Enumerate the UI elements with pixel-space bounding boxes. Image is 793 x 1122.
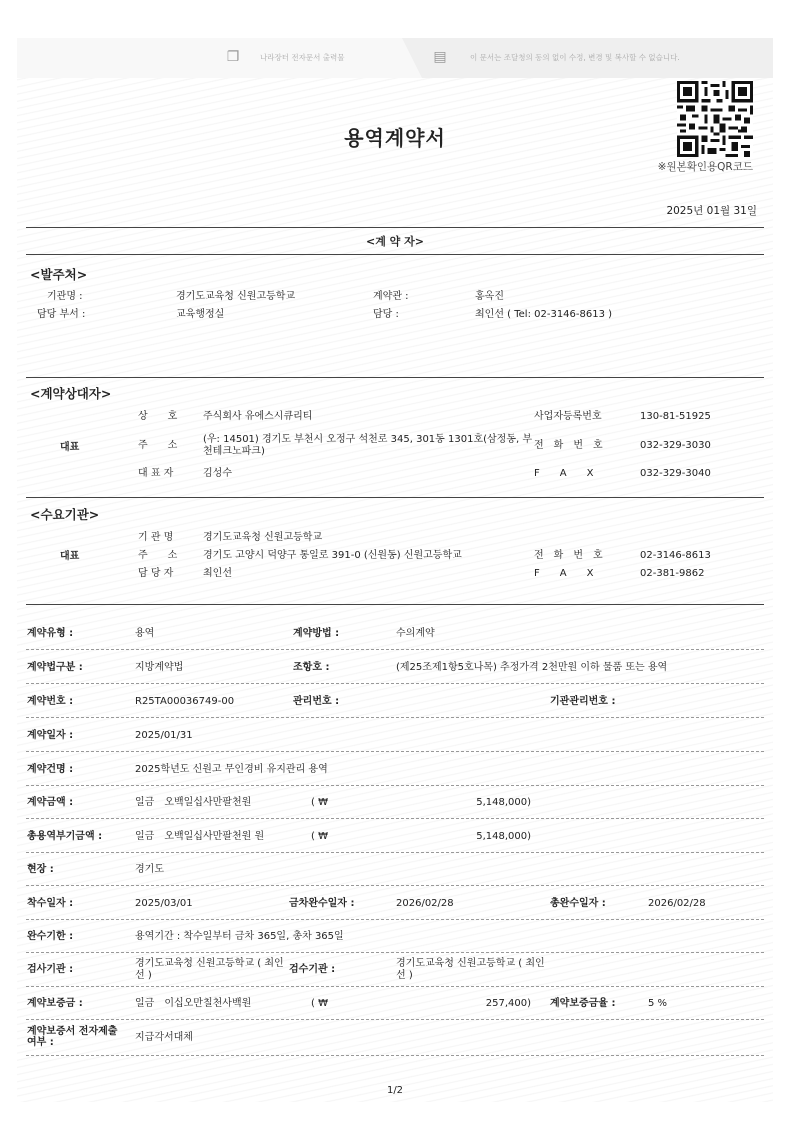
won-open: ( ₩ [311, 998, 328, 1009]
document-title: 용역계약서 [344, 126, 446, 150]
period: 용역기간 : 착수일부터 금차 365일, 총차 365일 [135, 931, 344, 942]
client-officer: 홍옥진 [475, 291, 504, 302]
this-end-date-label: 금차완수일자 : [289, 898, 355, 909]
contract-amount: 5,148,000) [476, 797, 531, 808]
row-divider [26, 683, 764, 684]
contractor-bizno: 130-81-51925 [640, 411, 711, 422]
contract-type-label: 계약유형 : [27, 628, 74, 639]
row-divider [26, 852, 764, 853]
guarantee-label: 계약보증금 : [27, 998, 83, 1009]
demand-manager-label: 담 당 자 [138, 568, 174, 579]
banner-right-text: 이 문서는 조달청의 동의 없이 수정, 변경 및 복사할 수 없습니다. [470, 53, 680, 62]
row-divider [26, 919, 764, 920]
row-divider [26, 785, 764, 786]
divider [26, 497, 764, 498]
divider [26, 604, 764, 605]
demand-fax: 02-381-9862 [640, 568, 705, 579]
contractor-name: 주식회사 유에스시큐리티 [203, 411, 313, 422]
guarantee-submit: 지급각서대체 [135, 1032, 193, 1043]
contractor-tel-label: 전 화 번 호 [534, 440, 603, 451]
row-divider [26, 1055, 764, 1056]
start-date: 2025/03/01 [135, 898, 193, 909]
demand-tel: 02-3146-8613 [640, 550, 711, 561]
divider [26, 227, 764, 228]
total-end-date-label: 총완수일자 : [550, 898, 606, 909]
contract-date-value: 2025/01/31 [135, 730, 193, 741]
contract-name: 2025학년도 신원고 무인경비 유지관리 용역 [135, 764, 328, 775]
client-dept-label: 담당 부서 : [37, 309, 86, 320]
contractor-ceo: 김성수 [203, 468, 232, 479]
contractor-bizno-label: 사업자등록번호 [534, 411, 602, 422]
contractor-address: (우: 14501) 경기도 부천시 오정구 석천로 345, 301동 1301호(삼정동, 부천테크노파크) [203, 434, 533, 457]
contract-method-label: 계약방법 : [293, 628, 340, 639]
client-heading: <발주처> [30, 267, 88, 282]
row-divider [26, 717, 764, 718]
contract-date: 2025년 01월 31일 [666, 205, 757, 217]
inspection-agency: 경기도교육청 신원고등학교 ( 최인선 ) [135, 958, 284, 981]
demand-manager: 최인선 [203, 568, 232, 579]
demand-address: 경기도 고양시 덕양구 통일로 391-0 (신원동) 신원고등학교 [203, 550, 462, 561]
guarantee-rate: 5 % [648, 998, 668, 1009]
agency-management-number-label: 기관관리번호 : [550, 696, 616, 707]
demand-fax-label: F A X [534, 568, 594, 579]
contract-number-label: 계약번호 : [27, 696, 74, 707]
client-dept: 교육행정실 [176, 309, 225, 320]
client-manager-label: 담당 : [373, 309, 399, 320]
inspection-agency-label: 검사기관 : [27, 964, 74, 975]
demand-rep-label: 대표 [60, 551, 80, 562]
qr-code [677, 81, 753, 157]
contract-page [17, 38, 773, 1102]
row-divider [26, 818, 764, 819]
row-divider [26, 1019, 764, 1020]
contractor-tel: 032-329-3030 [640, 440, 711, 451]
row-divider [26, 649, 764, 650]
qr-caption: ※원본확인용QR코드 [657, 161, 753, 173]
demand-tel-label: 전 화 번 호 [534, 550, 603, 561]
contract-number: R25TA00036749-00 [135, 696, 235, 707]
client-officer-label: 계약관 : [373, 291, 409, 302]
contract-amount-words: 일금 오백일십사만팔천원 [135, 797, 252, 808]
printer-icon: ▤ [433, 49, 447, 65]
clause-label: 조항호 : [293, 662, 330, 673]
guarantee-rate-label: 계약보증금율 : [550, 998, 616, 1009]
row-divider [26, 952, 764, 953]
contractor-fax: 032-329-3040 [640, 468, 711, 479]
contract-date-label: 계약일자 : [27, 730, 74, 741]
guarantee-words: 일금 이십오만칠천사백원 [135, 998, 252, 1009]
row-divider [26, 751, 764, 752]
documents-icon: ❐ [226, 49, 240, 65]
contractor-ceo-label: 대 표 자 [138, 468, 174, 479]
site: 경기도 [135, 864, 164, 875]
parties-heading: <계 약 자> [366, 235, 424, 248]
row-divider [26, 885, 764, 886]
banner-left-text: 나라장터 전자문서 출력물 [260, 53, 345, 62]
contract-name-label: 계약건명 : [27, 764, 74, 775]
contract-amount-label: 계약금액 : [27, 797, 74, 808]
print-banner [17, 38, 773, 78]
law-label: 계약법구분 : [27, 662, 83, 673]
law: 지방계약법 [135, 662, 184, 673]
vat-amount: 5,148,000) [476, 831, 531, 842]
page-number: 1/2 [386, 1085, 404, 1096]
contract-type: 용역 [135, 628, 155, 639]
acceptance-agency: 경기도교육청 신원고등학교 ( 최인선 ) [396, 958, 545, 981]
start-date-label: 착수일자 : [27, 898, 74, 909]
demand-heading: <수요기관> [30, 507, 100, 522]
management-number-label: 관리번호 : [293, 696, 340, 707]
acceptance-agency-label: 검수기관 : [289, 964, 336, 975]
client-agency-label: 기관명 : [47, 291, 83, 302]
contractor-address-label: 주 소 [138, 440, 178, 451]
demand-agency: 경기도교육청 신원고등학교 [203, 532, 323, 543]
site-label: 현장 : [27, 864, 54, 875]
guarantee-submit-label: 계약보증서 전자제출여부 : [27, 1026, 118, 1048]
period-label: 완수기한 : [27, 931, 74, 942]
contractor-fax-label: F A X [534, 468, 594, 479]
client-agency: 경기도교육청 신원고등학교 [176, 291, 296, 302]
vat-amount-label: 총용역부기금액 : [27, 831, 103, 842]
divider [26, 254, 764, 255]
total-end-date: 2026/02/28 [648, 898, 706, 909]
clause: (제25조제1항5호나목) 추정가격 2천만원 이하 물품 또는 용역 [396, 662, 668, 673]
contractor-heading: <계약상대자> [30, 386, 112, 401]
contractor-name-label: 상 호 [138, 411, 178, 422]
won-open: ( ₩ [311, 797, 328, 808]
contract-method: 수의계약 [396, 628, 435, 639]
banner-left-panel [17, 38, 422, 78]
contractor-rep-label: 대표 [60, 442, 80, 453]
demand-agency-label: 기 관 명 [138, 532, 174, 543]
won-open: ( ₩ [311, 831, 328, 842]
guarantee-amount: 257,400) [485, 998, 531, 1009]
row-divider [26, 986, 764, 987]
this-end-date: 2026/02/28 [396, 898, 454, 909]
client-manager: 최인선 ( Tel: 02-3146-8613 ) [475, 309, 613, 320]
demand-address-label: 주 소 [138, 550, 178, 561]
vat-amount-words: 일금 오백일십사만팔천원 원 [135, 831, 265, 842]
divider [26, 377, 764, 378]
